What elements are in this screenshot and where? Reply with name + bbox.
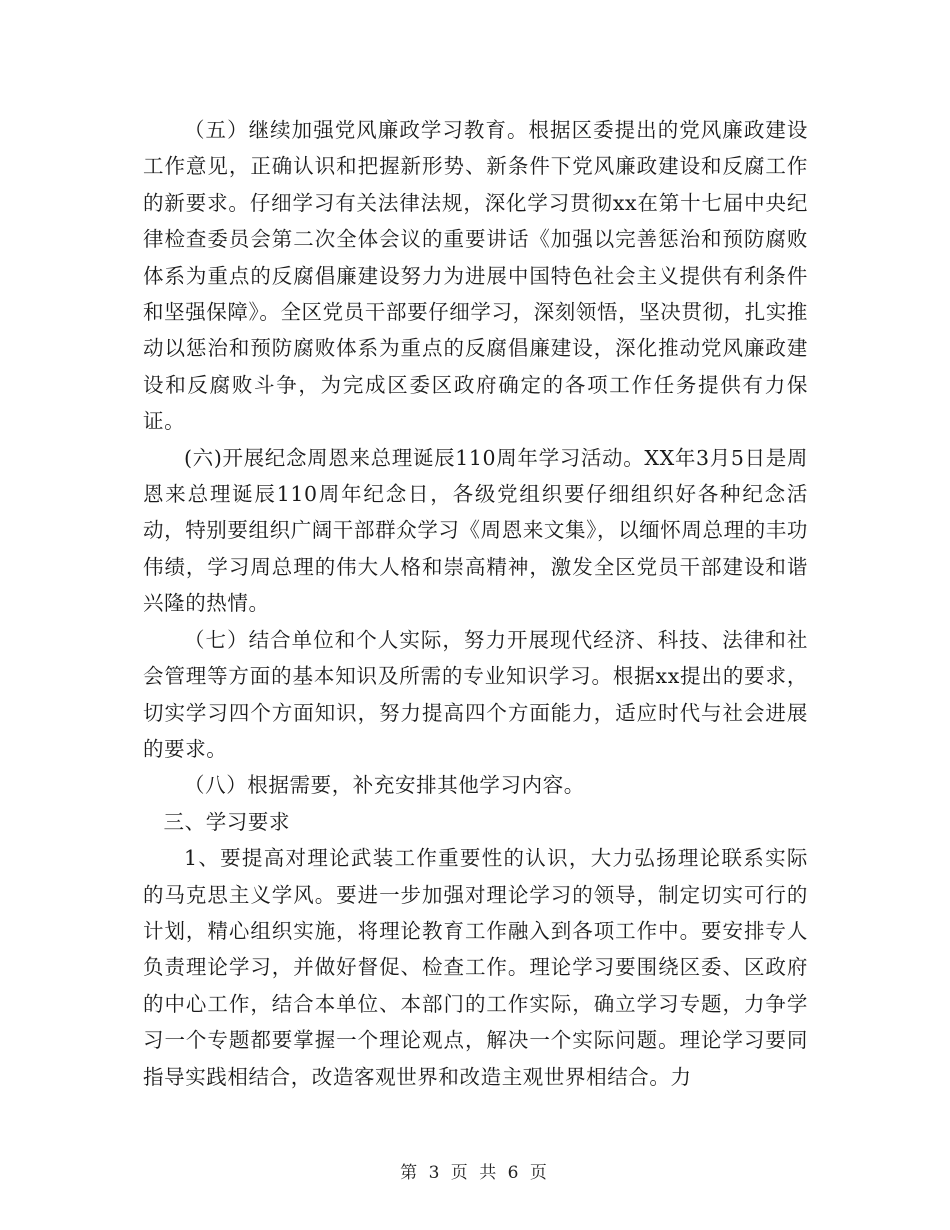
- paragraph-8: （八）根据需要，补充安排其他学习内容。: [184, 773, 585, 798]
- page-footer: 第 3 页 共 6 页: [400, 1163, 550, 1183]
- paragraph-6: (六)开展纪念周恩来总理诞辰110周年学习活动。XX年3月5日是周恩来总理诞辰110周年纪念日，各级党组织要仔细组织好各种纪念活动，特别要组织广阔干部群众学习《周恩来文集》，以缅怀周总理的丰功伟绩，学习周总理的伟大人格和崇高精神，激发全区党员干部建设和谐兴隆的热情。: [143, 445, 808, 616]
- section-heading: 三、学习要求: [163, 809, 291, 834]
- paragraph-5: （五）继续加强党风廉政学习教育。根据区委提出的党风廉政建设工作意见，正确认识和把握新形势、新条件下党风廉政建设和反腐工作的新要求。仔细学习有关法律法规，深化学习贯彻xx在第十七届中央纪律检查委员会第二次全体会议的重要讲话《加强以完善惩治和预防腐败体系为重点的反腐倡廉建设努力为进展中国特色社会主义提供有利条件和坚强保障》。全区党员干部要仔细学习，深刻领悟，坚决贯彻，扎实推动以惩治和预防腐败体系为重点的反腐倡廉建设，深化推动党风廉政建设和反腐败斗争，为完成区委区政府确定的各项工作任务提供有力保证。: [143, 118, 808, 434]
- paragraph-7: （七）结合单位和个人实际，努力开展现代经济、科技、法律和社会管理等方面的基本知识及所需的专业知识学习。根据xx提出的要求，切实学习四个方面知识，努力提高四个方面能力，适应时代与社会进展的要求。: [143, 627, 808, 761]
- requirement-paragraph: 1、要提高对理论武装工作重要性的认识，大力弘扬理论联系实际的马克思主义学风。要进一步加强对理论学习的领导，制定切实可行的计划，精心组织实施，将理论教育工作融入到各项工作中。要安排专人负责理论学习，并做好督促、检查工作。理论学习要围绕区委、区政府的中心工作，结合本单位、本部门的工作实际，确立学习专题，力争学习一个专题都要掌握一个理论观点，解决一个实际问题。理论学习要同指导实践相结合，改造客观世界和改造主观世界相结合。力: [143, 846, 808, 1089]
- body-text: [143, 112, 808, 1095]
